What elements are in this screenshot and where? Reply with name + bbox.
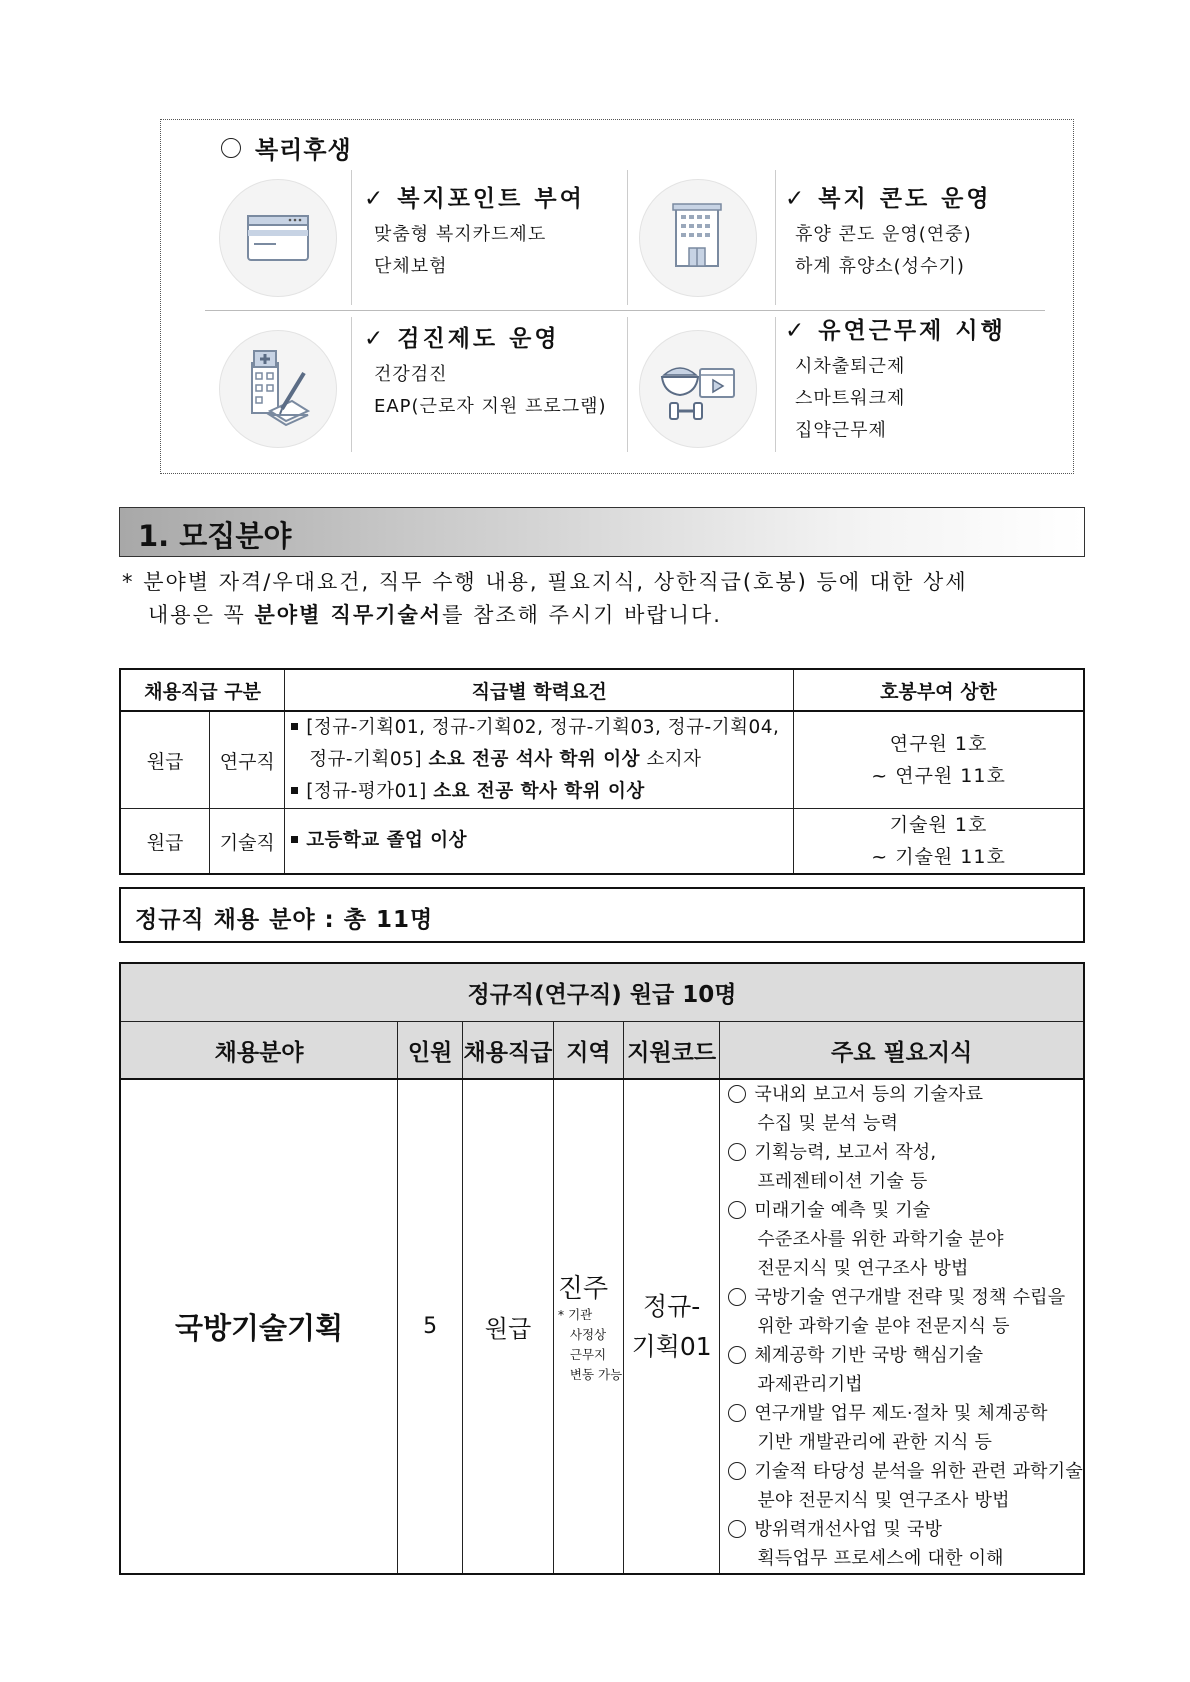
welfare-item-condo <box>785 180 992 283</box>
knowledge-item: 수준조사를 위한 과학기술 분야 <box>757 1229 1004 1250</box>
knowledge-item: 프레젠테이션 기술 등 <box>757 1171 928 1192</box>
knowledge-item: 미래기술 예측 및 기술 <box>724 1196 1083 1225</box>
table-header: 인원 <box>398 1022 463 1080</box>
position-table <box>119 962 1085 1575</box>
step-cap-cell: 연구원 1호 ~ 연구원 11호 <box>794 711 1084 809</box>
welfare-item-line: 맞춤형 복지카드제도 <box>374 224 547 245</box>
notice-line2: 내용은 꼭 <box>148 603 255 627</box>
divider <box>775 317 776 452</box>
welfare-item-heading: ✓ 유연근무제 시행 <box>785 318 1006 344</box>
table-header: 지원코드 <box>623 1022 719 1080</box>
requirement-cell: 고등학교 졸업 이상 <box>285 809 794 875</box>
circle-bullet-icon <box>728 1404 746 1422</box>
circle-bullet-icon <box>728 1201 746 1219</box>
job-type-cell: 기술직 <box>210 809 285 875</box>
divider <box>627 170 628 305</box>
table-row <box>120 809 1084 875</box>
region-cell <box>553 1079 623 1574</box>
count-cell: 5 <box>398 1079 463 1574</box>
circle-bullet-icon <box>221 138 241 158</box>
table-header: 주요 필요지식 <box>720 1022 1084 1080</box>
table-row <box>120 711 1084 809</box>
grade-cell: 원급 <box>120 711 210 809</box>
step-cap-cell: 기술원 1호 ~ 기술원 11호 <box>794 809 1084 875</box>
table-header: 채용직급 <box>463 1022 554 1080</box>
knowledge-item: 위한 과학기술 분야 전문지식 등 <box>757 1316 1010 1337</box>
divider <box>351 317 352 452</box>
hiring-total-banner <box>119 887 1085 943</box>
square-bullet-icon <box>291 836 298 843</box>
table-caption: 정규직(연구직) 원급 10명 <box>120 963 1084 1022</box>
knowledge-item: 국내외 보고서 등의 기술자료 <box>724 1080 1083 1109</box>
divider <box>205 310 1045 311</box>
banner-text: 정규직 채용 분야 : 총 11명 <box>135 907 434 933</box>
grade-table <box>119 668 1085 875</box>
divider <box>627 317 628 452</box>
notice-line1: 분야별 자격/우대요건, 직무 수행 내용, 필요지식, 상한직급(호봉) 등에 대한 상세 <box>143 570 968 594</box>
circle-bullet-icon <box>728 1288 746 1306</box>
requirement-cell: [정규-기획01, 정규-기획02, 정규-기획03, 정규-기획04, 정규-기획05] 소요 전공 석사 학위 이상 소지자 [정규-평가01] 소요 전공 학사 학위 이상 <box>285 711 794 809</box>
divider <box>775 170 776 305</box>
circle-bullet-icon <box>728 1462 746 1480</box>
notice-star: * <box>122 570 135 594</box>
section-header <box>119 507 1085 557</box>
knowledge-cell <box>720 1079 1084 1574</box>
table-row <box>120 1079 1084 1574</box>
notice <box>122 566 968 632</box>
welfare-item-line: 건강검진 <box>374 364 448 385</box>
square-bullet-icon <box>291 787 298 794</box>
table-header: 직급별 학력요건 <box>285 669 794 711</box>
welfare-item-line: 시차출퇴근제 <box>795 356 906 377</box>
welfare-item-heading: ✓ 검진제도 운영 <box>364 326 560 352</box>
welfare-box <box>160 119 1074 474</box>
table-header: 호봉부여 상한 <box>794 669 1084 711</box>
welfare-item-heading: ✓ 복지 콘도 운영 <box>785 186 992 212</box>
welfare-item-line: 집약근무제 <box>795 420 887 441</box>
welfare-item-heading: ✓ 복지포인트 부여 <box>364 186 585 212</box>
circle-bullet-icon <box>728 1085 746 1103</box>
region-name: 진주 <box>557 1274 609 1304</box>
knowledge-item: 수집 및 분석 능력 <box>757 1113 899 1134</box>
knowledge-item: 획득업무 프로세스에 대한 이해 <box>757 1548 1004 1569</box>
welfare-item-line: 하계 휴양소(성수기) <box>795 256 965 277</box>
knowledge-item: 방위력개선사업 및 국방 <box>724 1515 1083 1544</box>
knowledge-list <box>724 1080 1083 1573</box>
field-cell: 국방기술기획 <box>120 1079 398 1574</box>
table-header: 채용직급 구분 <box>120 669 285 711</box>
section-title: 1. 모집분야 <box>138 519 292 553</box>
apply-code-cell: 정규- 기획01 <box>623 1079 719 1574</box>
knowledge-item: 과제관리기법 <box>757 1374 863 1395</box>
welfare-item-line: 스마트워크제 <box>795 388 906 409</box>
notice-emphasis: 분야별 직무기술서 <box>254 603 443 627</box>
square-bullet-icon <box>291 723 298 730</box>
welfare-item-line: 휴양 콘도 운영(연중) <box>795 224 972 245</box>
divider <box>351 170 352 305</box>
grade-cell: 원급 <box>120 809 210 875</box>
table-header: 채용분야 <box>120 1022 398 1080</box>
welfare-item-checkup <box>364 320 607 423</box>
circle-bullet-icon <box>728 1143 746 1161</box>
fitness-icon <box>639 330 757 448</box>
knowledge-item: 체계공학 기반 국방 핵심기술 <box>724 1341 1083 1370</box>
knowledge-item: 연구개발 업무 제도·절차 및 체계공학 <box>724 1399 1083 1428</box>
welfare-item-line: EAP(근로자 지원 프로그램) <box>374 396 607 417</box>
notice-line2-end: 를 참조해 주시기 바랍니다. <box>442 603 722 627</box>
circle-bullet-icon <box>728 1520 746 1538</box>
knowledge-item: 기술적 타당성 분석을 위한 관련 과학기술 <box>724 1457 1083 1486</box>
knowledge-item: 기획능력, 보고서 작성, <box>724 1138 1083 1167</box>
welfare-item-line: 단체보험 <box>374 256 448 277</box>
card-icon <box>219 179 337 297</box>
knowledge-item: 전문지식 및 연구조사 방법 <box>757 1258 969 1279</box>
knowledge-item: 분야 전문지식 및 연구조사 방법 <box>757 1490 1010 1511</box>
job-type-cell: 연구직 <box>210 711 285 809</box>
hospital-icon <box>219 330 337 448</box>
circle-bullet-icon <box>728 1346 746 1364</box>
welfare-item-flexwork <box>785 312 1006 447</box>
table-header: 지역 <box>553 1022 623 1080</box>
welfare-title: 복리후생 <box>221 130 352 165</box>
region-note: * 기관 사정상 근무지 변동 가능 <box>557 1307 623 1382</box>
knowledge-item: 국방기술 연구개발 전략 및 정책 수립을 <box>724 1283 1083 1312</box>
knowledge-item: 기반 개발관리에 관한 지식 등 <box>757 1432 993 1453</box>
grade-cell: 원급 <box>463 1079 554 1574</box>
building-icon <box>639 179 757 297</box>
welfare-item-points <box>364 180 585 283</box>
